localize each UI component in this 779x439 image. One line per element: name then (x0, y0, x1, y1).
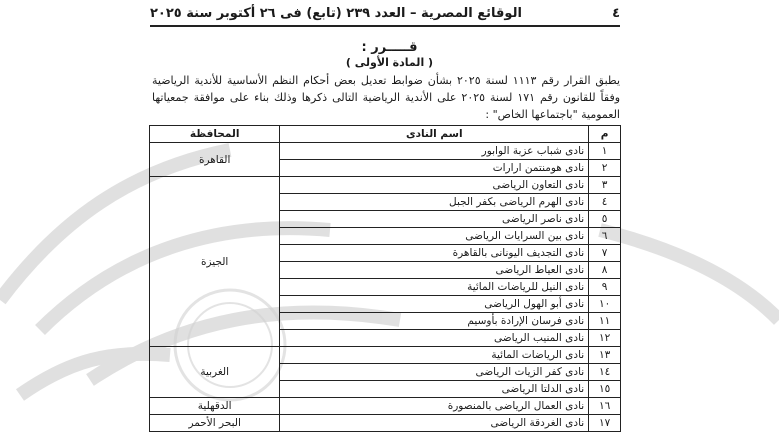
club-name: نادى كفر الزيات الرياضى (280, 364, 589, 381)
club-name: نادى هومنتمن ارارات (280, 160, 589, 177)
governorate: الغربية (150, 347, 280, 398)
decision-heading: قـــــرر : (361, 40, 418, 55)
article-heading: ( المادة الأولى ) (345, 56, 434, 69)
club-name: نادى العمال الرياضى بالمنصورة (280, 398, 589, 415)
club-name: نادى الغردقة الرياضى (280, 415, 589, 432)
row-number: ١١ (589, 313, 621, 330)
table-row (150, 177, 621, 194)
row-number: ٩ (589, 279, 621, 296)
table-header-row (150, 126, 621, 143)
row-number: ١٥ (589, 381, 621, 398)
table-row (150, 347, 621, 364)
row-number: ١٧ (589, 415, 621, 432)
col-header-gov: المحافظة (150, 126, 280, 143)
governorate: البحر الأحمر (150, 415, 280, 432)
row-number: ٣ (589, 177, 621, 194)
club-name: نادى بين السرايات الرياضى (280, 228, 589, 245)
col-header-name: اسم النادى (280, 126, 589, 143)
table-row (150, 398, 621, 415)
table-row (150, 143, 621, 160)
club-name: نادى التجديف اليونانى بالقاهرة (280, 245, 589, 262)
row-number: ٦ (589, 228, 621, 245)
club-name: نادى الهرم الرياضى بكفر الجبل (280, 194, 589, 211)
club-name: نادى فرسان الإرادة بأوسيم (280, 313, 589, 330)
row-number: ٤ (589, 194, 621, 211)
club-name: نادى الرياضات المائية (280, 347, 589, 364)
header-divider (150, 25, 620, 27)
governorate: الدقهلية (150, 398, 280, 415)
clubs-table (149, 125, 621, 432)
club-name: نادى النيل للرياضات المائية (280, 279, 589, 296)
club-name: نادى أبو الهول الرياضى (280, 296, 589, 313)
club-name: نادى شباب عزبة الوابور (280, 143, 589, 160)
row-number: ١٢ (589, 330, 621, 347)
col-header-num: م (589, 126, 621, 143)
club-name: نادى المنيب الرياضى (280, 330, 589, 347)
page-header (150, 6, 620, 22)
row-number: ٢ (589, 160, 621, 177)
row-number: ١ (589, 143, 621, 160)
decree-paragraph: يطبق القرار رقم ١١١٣ لسنة ٢٠٢٥ بشأن ضوابط تعديل بعض أحكام النظم الأساسية للأندية الرياضية وفقاً للقانون رقم ١٧١ لسنة ٢٠٢٥ على الأندية الرياضية التالى ذكرها وذلك بناء على موافقة جمعياتها العمومية "باجتماعها الخاص" : (152, 74, 621, 121)
row-number: ٨ (589, 262, 621, 279)
row-number: ١٦ (589, 398, 621, 415)
row-number: ٥ (589, 211, 621, 228)
page-number: ٤ (612, 6, 620, 21)
club-name: نادى ناصر الرياضى (280, 211, 589, 228)
header-title: الوقائع المصرية – العدد ٢٣٩ (تابع) فى ٢٦ أكتوبر سنة ٢٠٢٥ (150, 6, 522, 21)
row-number: ١٣ (589, 347, 621, 364)
table-row (150, 415, 621, 432)
club-name: نادى العياط الرياضى (280, 262, 589, 279)
governorate: القاهرة (150, 143, 280, 177)
row-number: ١٤ (589, 364, 621, 381)
club-name: نادى الدلتا الرياضى (280, 381, 589, 398)
table-body (150, 143, 621, 432)
club-name: نادى التعاون الرياضى (280, 177, 589, 194)
row-number: ٧ (589, 245, 621, 262)
row-number: ١٠ (589, 296, 621, 313)
governorate: الجيزة (150, 177, 280, 347)
